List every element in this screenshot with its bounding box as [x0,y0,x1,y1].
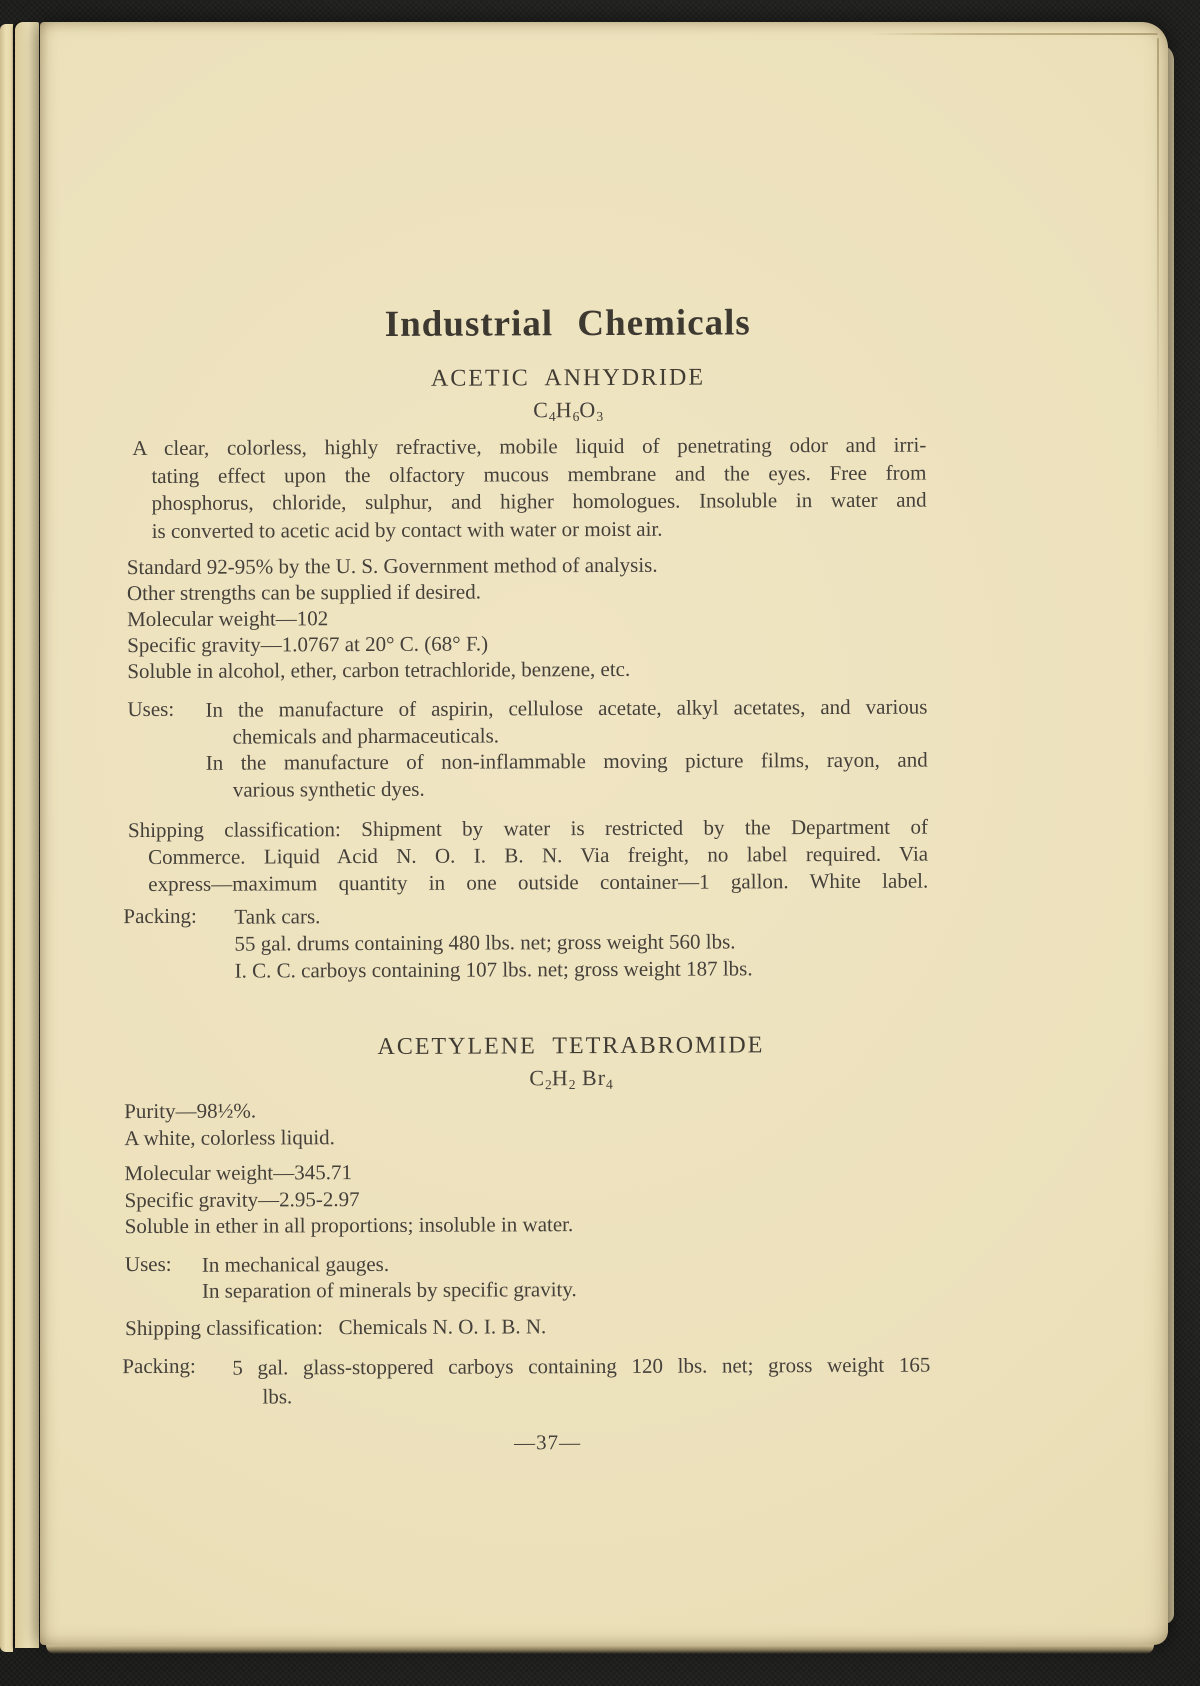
bottom-page-edges [46,1645,1154,1654]
intro-paragraph [118,432,926,546]
uses-line: In mechanical gauges. [201,1251,390,1277]
chemical-formula-acetylene-wrap [121,1063,1021,1093]
shipping-line: Shipping classification: Chemicals N. O. I. B. N. [125,1314,547,1341]
packing-line: I. C. C. carboys containing 107 lbs. net; gross weight 187 lbs. [234,956,753,983]
uses-line: In the manufacture of non-inflammable moving picture films, rayon, and [205,747,928,775]
packing-block-acetylene [122,1351,930,1413]
property-line: Molecular weight—345.71 [124,1160,352,1186]
chemical-name: ACETYLENE TETRABROMIDE [377,1032,765,1060]
chemical-heading-acetic [118,362,1018,394]
properties-list-acetylene-b [121,1157,929,1240]
packing-label: Packing: [123,903,197,929]
intro-line: is converted to acetic acid by contact with water or moist air. [151,516,663,543]
chemical-name: ACETIC ANHYDRIDE [430,364,706,392]
property-line: Standard 92-95% by the U. S. Government method of analysis. [126,552,658,580]
uses-label: Uses: [127,696,175,722]
chemical-heading-acetylene [121,1030,1021,1062]
book-page [40,22,1168,1645]
packing-block-acetic [120,901,928,986]
shipping-line: Shipping classification: Shipment by water is restricted by the Department of [127,814,929,843]
uses-line: In separation of minerals by specific gravity. [201,1277,577,1303]
uses-block-acetylene [122,1249,930,1305]
page-title: Industrial Chemicals [384,302,751,345]
uses-block-acetic [119,694,927,804]
uses-line: chemicals and pharmaceuticals. [232,722,500,749]
property-line: Soluble in alcohol, ether, carbon tetrachloride, benzene, etc. [127,656,631,684]
property-line: Molecular weight—102 [127,606,329,632]
intro-line: phosphorus, chloride, sulphur, and higher homologues. Insoluble in water and [151,487,927,515]
chemical-formula: $C_4H_6O_3$ [533,397,604,425]
property-line: Specific gravity—2.95-2.97 [124,1186,360,1212]
packing-label: Packing: [122,1353,196,1379]
page-content [36,20,1171,1648]
properties-list-acetic [119,551,928,685]
shipping-line: Commerce. Liquid Acid N. O. I. B. N. Via freight, no label required. Via [148,841,929,869]
packing-line: Tank cars. [234,904,321,929]
stacked-page-edge-outer [0,24,13,1652]
property-line: A white, colorless liquid. [124,1125,335,1151]
packing-line: 5 gal. glass-stoppered carboys containing 120 lbs. net; gross weight 165 [232,1352,931,1380]
property-line: Purity—98½%. [124,1098,257,1124]
chemical-formula: $C_2H_2$ $Br_4$ [529,1064,613,1093]
chemical-formula-acetic-wrap [118,395,1018,425]
shipping-line-acetylene [122,1312,930,1343]
packing-line: lbs. [262,1384,293,1409]
property-line: Specific gravity—1.0767 at 20° C. (68° F.) [127,631,489,658]
shipping-paragraph-acetic [120,814,928,899]
uses-label: Uses: [124,1251,172,1277]
shipping-line: express—maximum quantity in one outside container—1 gallon. White label. [148,868,929,896]
uses-line: In the manufacture of aspirin, cellulose acetate, alkyl acetates, and various [205,694,928,722]
page-number: —37— [514,1430,582,1455]
property-line: Other strengths can be supplied if desired. [126,579,481,606]
properties-list-acetylene-a [121,1095,929,1153]
intro-line: A clear, colorless, highly refractive, mobile liquid of penetrating odor and irri- [132,432,927,461]
intro-line: tating effect upon the olfactory mucous membrane and the eyes. Free from [151,460,927,488]
section-heading-wrap [118,301,1018,347]
property-line: Soluble in ether in all proportions; insoluble in water. [124,1212,574,1239]
packing-line: 55 gal. drums containing 480 lbs. net; gross weight 560 lbs. [234,929,736,956]
uses-line: various synthetic dyes. [232,776,425,802]
stacked-page-edge-inner [15,22,39,1648]
